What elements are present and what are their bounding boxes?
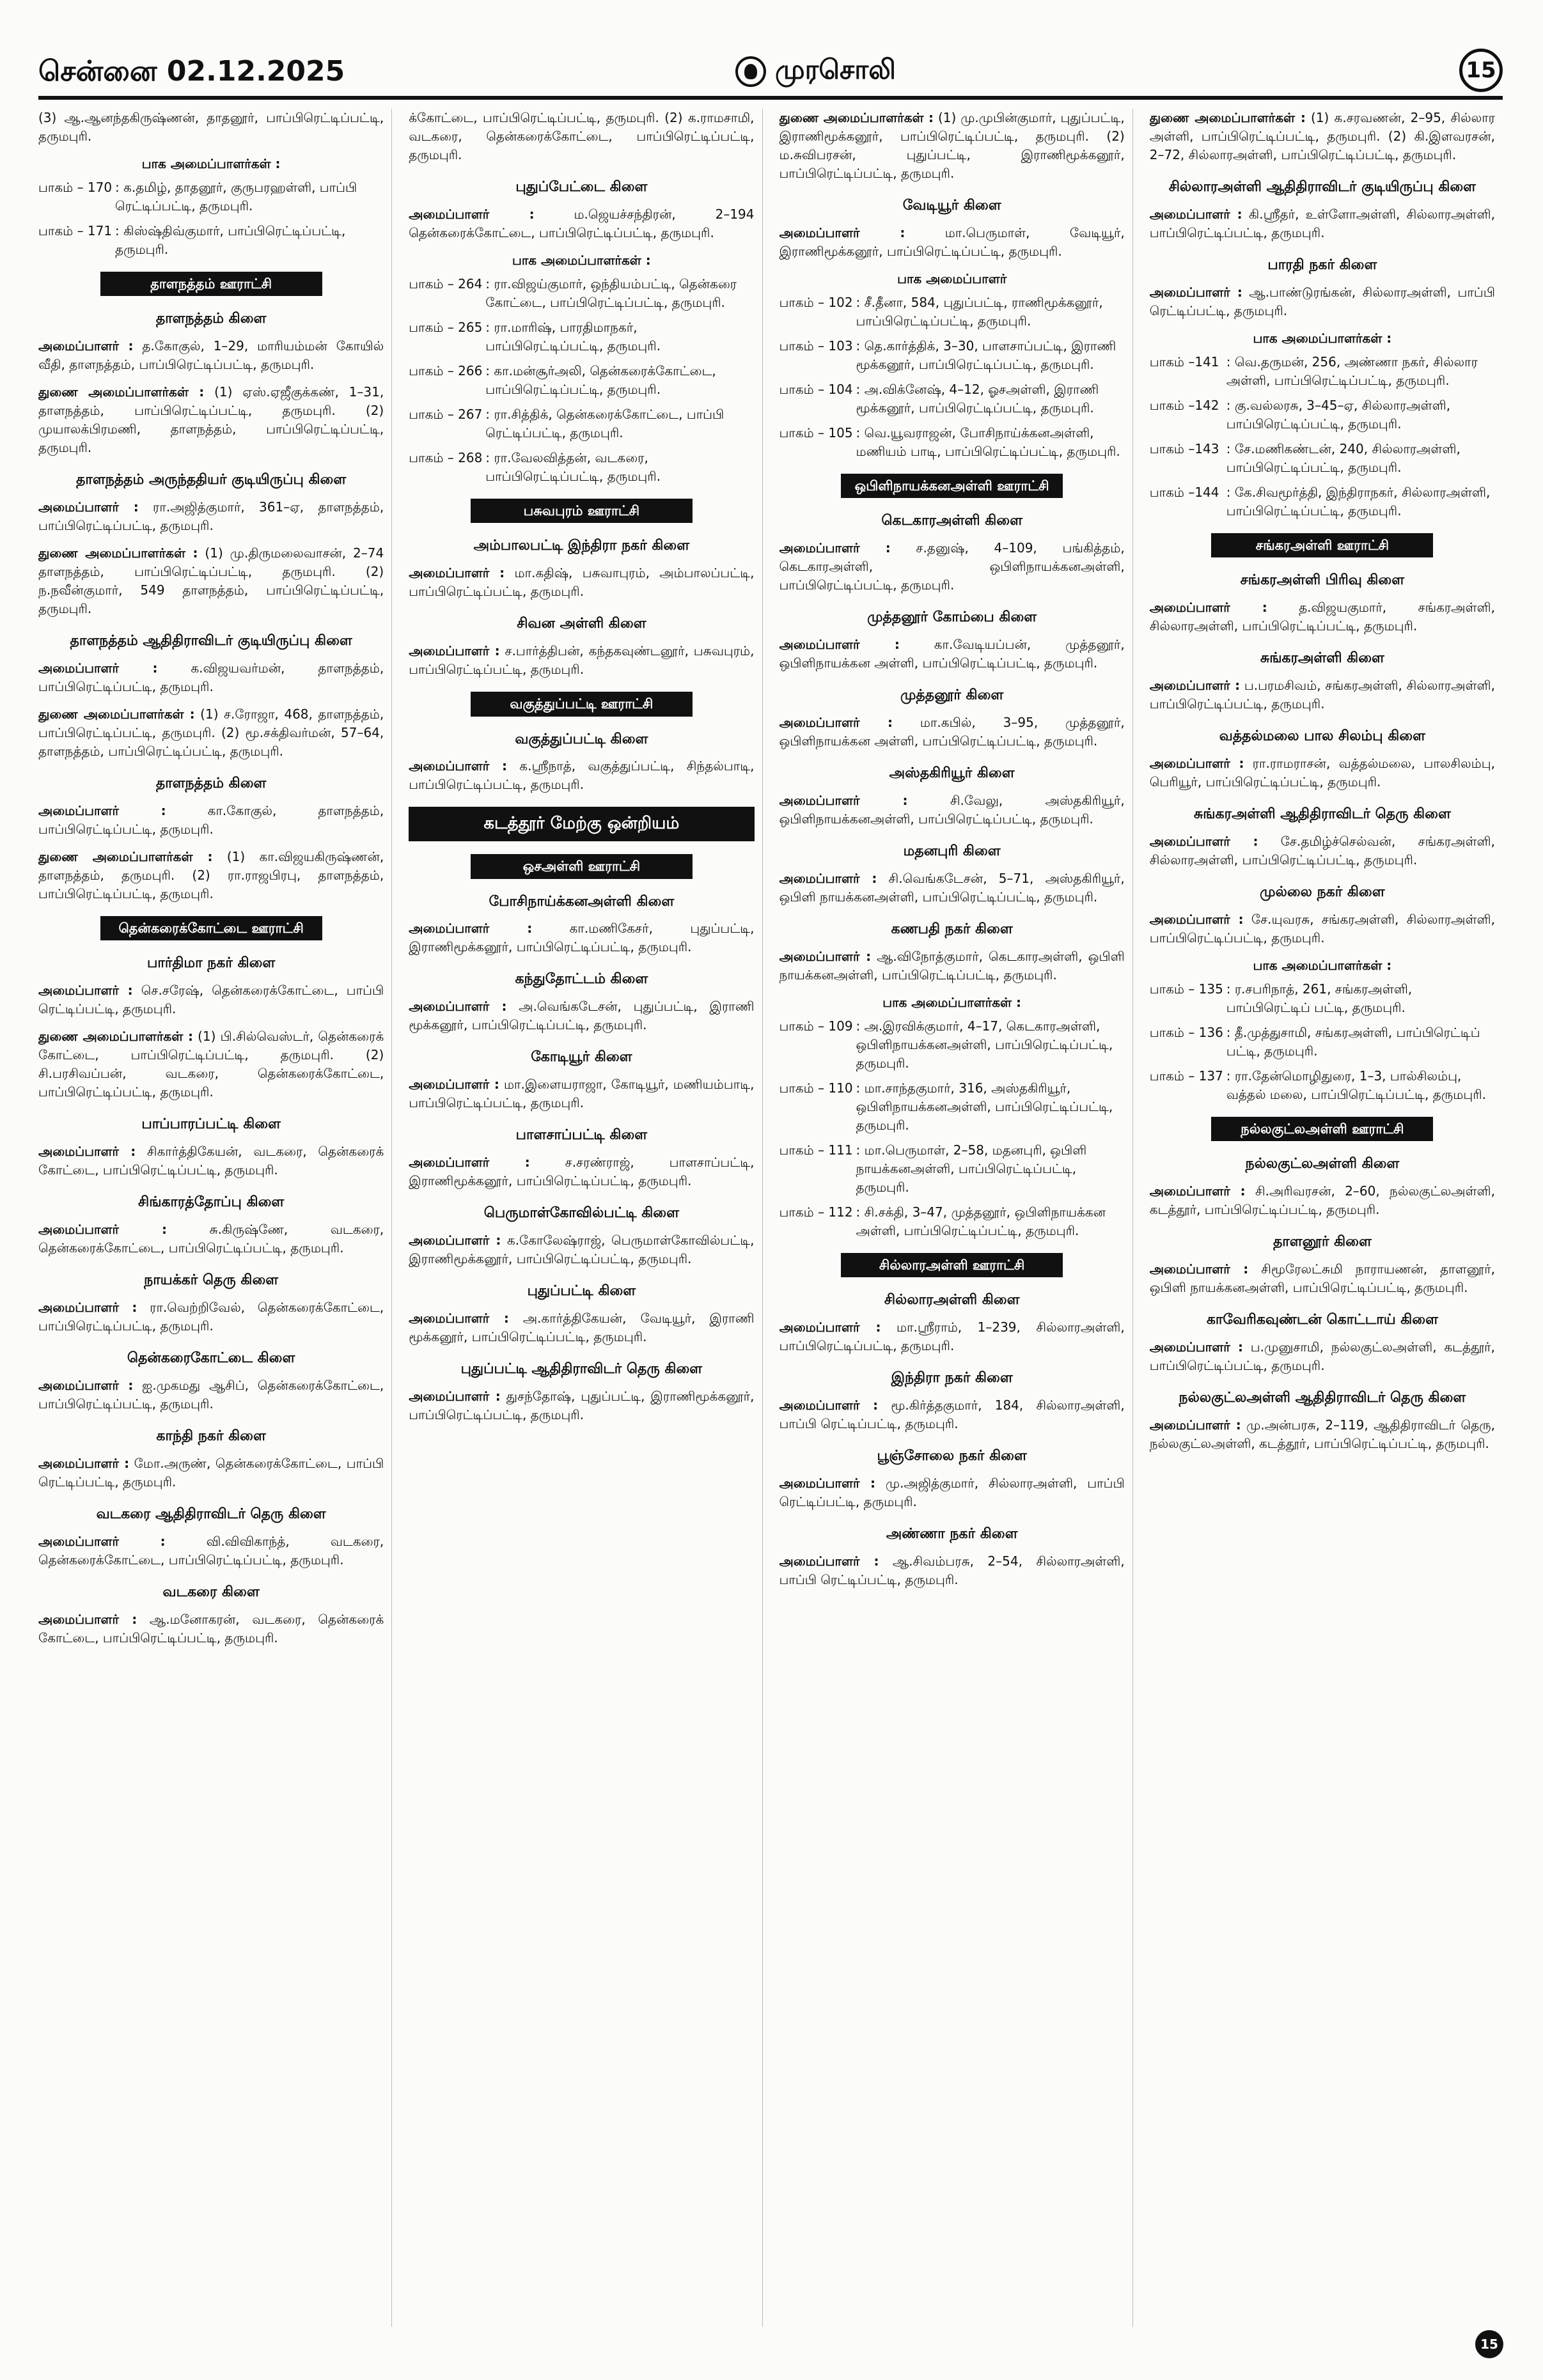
- role-label: அமைப்பாளர் :: [1149, 833, 1258, 849]
- role-label: அமைப்பாளர் :: [779, 1319, 881, 1335]
- branch-heading: சில்லாரஅள்ளி கிளை: [884, 1292, 1020, 1309]
- branch-heading: முத்தனூர் கோம்பை கிளை: [867, 609, 1037, 626]
- booth-text: : ரா.வேலவித்தன், வடகரை, பாப்பிரெட்டிப்பட்டி, தருமபுரி.: [485, 449, 661, 484]
- role-label: துணை அமைப்பாளர்கள் :: [38, 545, 198, 561]
- booth-number: பாகம் – 265: [409, 319, 483, 335]
- text-paragraph: [1150, 109, 1495, 164]
- text-paragraph: [409, 1309, 754, 1346]
- branch-heading: கந்துதோட்டம் கிளை: [515, 971, 648, 988]
- role-text: சு.கிருஷ்ணே, வடகரை, தென்கரைக்கோட்டை, பாப்பிரெட்டிப்பட்டி, தருமபுரி.: [38, 1222, 384, 1256]
- role-text: மா.ஸ்ரீராம், 1–239, சில்லாரஅள்ளி, பாப்பிரெட்டிப்பட்டி, தருமபுரி.: [779, 1319, 1125, 1353]
- page-number-badge: 15: [1459, 49, 1503, 92]
- booth-number: பாகம் – 136: [1149, 1024, 1223, 1040]
- section-banner: வகுத்துப்பட்டி ஊராட்சி: [471, 692, 693, 716]
- booth-entry: [409, 405, 754, 442]
- booth-entry: [409, 275, 754, 312]
- text-paragraph: [409, 1075, 754, 1112]
- text-paragraph: [779, 1318, 1125, 1355]
- branch-heading: வடகரை கிளை: [162, 1583, 260, 1600]
- section-banner: ஒசஅள்ளி ஊராட்சி: [471, 854, 693, 878]
- section-subheading: பாக அமைப்பாளர்கள் :: [512, 252, 651, 268]
- branch-heading: நல்லகுட்லஅள்ளி ஆதிதிராவிடர் தெரு கிளை: [1179, 1389, 1466, 1406]
- role-label: அமைப்பாளர் :: [409, 921, 533, 937]
- booth-text: : ர.சபரிநாத், 261, சங்கரஅள்ளி, பாப்பிரெட்டிப் பட்டி, தருமபுரி.: [1226, 981, 1413, 1015]
- role-text: அ.வெங்கடேசன், புதுப்பட்டி, இராணி மூக்கனூர், பாப்பிரெட்டிப்பட்டி, தருமபுரி.: [409, 999, 755, 1033]
- section-subheading: பாக அமைப்பாளர்கள் :: [1253, 957, 1392, 973]
- text-paragraph: [38, 383, 384, 457]
- role-text: (1) க.சரவணன், 2–95, சில்லார அள்ளி, பாப்பிரெட்டிப்பட்டி, தருமபுரி. (2) கி.இளவரசன், 2–72, சில்லாரஅள்ளி, பாப்பிரெட்டிப்பட்டி, தருமபுரி.: [1149, 110, 1495, 162]
- column-4: [1150, 109, 1503, 2327]
- booth-text: : ரா.தேன்மொழிதுரை, 1–3, பால்சிலம்பு, வத்தல் மலை, பாப்பிரெட்டிப்பட்டி, தருமபுரி.: [1226, 1068, 1487, 1102]
- edition-date: சென்னை 02.12.2025: [38, 55, 345, 88]
- text-paragraph: க்கோட்டை, பாப்பிரெட்டிப்பட்டி, தருமபுரி. (2) க.ராமசாமி, வடகரை, தென்கரைக்கோட்டை, பாப்பிரெட்டிப்பட்டி, தருமபுரி.: [409, 110, 755, 162]
- text-paragraph: [38, 337, 384, 374]
- booth-entry: [779, 424, 1125, 461]
- branch-heading: புதுப்பட்டி ஆதிதிராவிடர் தெரு கிளை: [460, 1360, 703, 1377]
- booth-text: : தீ.முத்துசாமி, சங்கரஅள்ளி, பாப்பிரெட்டிப் பட்டி, தருமபுரி.: [1226, 1024, 1480, 1059]
- booth-number: பாகம் – 102: [779, 294, 853, 310]
- role-label: அமைப்பாளர் :: [779, 1553, 879, 1569]
- role-label: அமைப்பாளர் :: [409, 1310, 509, 1326]
- role-label: அமைப்பாளர் :: [38, 1222, 168, 1238]
- text-paragraph: [1150, 1260, 1495, 1297]
- branch-heading: வடகரை ஆதிதிராவிடர் தெரு கிளை: [96, 1505, 326, 1522]
- section-subheading: பாக அமைப்பாளர்கள் :: [1253, 330, 1392, 346]
- role-text: கா.வேடியப்பன், முத்தனூர், ஒபிளிநாயக்கன அள்ளி, பாப்பிரெட்டிப்பட்டி, தருமபுரி.: [779, 637, 1125, 671]
- booth-entry: [1150, 1023, 1495, 1061]
- booth-number: பாகம் – 266: [409, 362, 483, 378]
- role-text: (1) மு.முபின்குமார், புதுப்பட்டி, இராணிமூக்கனூர், பாப்பிரெட்டிப்பட்டி, தருமபுரி. (2) ம.சுவிபரசன், புதுப்பட்டி, இராணிமூக்கனூர், பாப்பிரெட்டிப்பட்டி, தருமபுரி.: [779, 110, 1125, 181]
- booth-text: : சீ.தீனா, 584, புதுப்பட்டி, ராணிமூக்கனூர், பாப்பிரெட்டிப்பட்டி, தருமபுரி.: [856, 294, 1103, 329]
- role-label: அமைப்பாளர் :: [409, 999, 507, 1015]
- text-paragraph: [779, 635, 1125, 673]
- text-paragraph: [1150, 283, 1495, 320]
- role-label: அமைப்பாளர் :: [38, 1455, 130, 1471]
- text-paragraph: [409, 642, 754, 679]
- branch-heading: வகுத்துப்பட்டி கிளை: [515, 731, 648, 747]
- text-paragraph: [779, 713, 1125, 751]
- role-text: சி.வெங்கடேசன், 5–71, அஸ்தகிரியூர், ஒபிளி நாயக்கனஅள்ளி, பாப்பிரெட்டிப்பட்டி, தருமபுரி.: [779, 870, 1125, 905]
- role-label: அமைப்பாளர் :: [1149, 284, 1242, 300]
- branch-heading: நல்லகுட்லஅள்ளி கிளை: [1245, 1156, 1400, 1172]
- text-paragraph: [38, 705, 384, 761]
- text-paragraph: [409, 205, 754, 242]
- role-label: அமைப்பாளர் :: [38, 983, 133, 999]
- section-subheading: பாக அமைப்பாளர்கள் :: [882, 994, 1022, 1010]
- booth-number: பாகம் – 264: [409, 276, 483, 292]
- role-label: அமைப்பாளர் :: [38, 1611, 137, 1627]
- branch-heading: பூஞ்சோலை நகர் கிளை: [877, 1447, 1027, 1464]
- booth-number: பாகம் – 111: [779, 1142, 853, 1158]
- role-label: அமைப்பாளர் :: [38, 803, 166, 818]
- role-text: மா.கதிஷ், பசுவாபுரம், அம்பாலப்பட்டி, பாப்பிரெட்டிப்பட்டி, தருமபுரி.: [409, 565, 755, 600]
- branch-heading: காந்தி நகர் கிளை: [156, 1427, 266, 1444]
- role-text: க.விஜயவர்மன், தாளநத்தம், பாப்பிரெட்டிப்பட்டி, தருமபுரி.: [38, 660, 384, 695]
- role-text: க.ஸ்ரீநாத், வகுத்துப்பட்டி, சிந்தல்பாடி, பாப்பிரெட்டிப்பட்டி, தருமபுரி.: [409, 758, 755, 793]
- role-text: சிமூரேலட்சுமி நாராயணன், தாளனூர், ஒபிளி நாயக்கனஅள்ளி, பாப்பிரெட்டிப்பட்டி, தருமபுரி.: [1149, 1261, 1495, 1295]
- role-label: அமைப்பாளர் :: [38, 1377, 134, 1393]
- text-paragraph: [409, 1387, 754, 1424]
- booth-number: பாகம் – 105: [779, 424, 853, 440]
- booth-entry: [779, 1017, 1125, 1073]
- branch-heading: அஸ்தகிரியூர் கிளை: [889, 765, 1015, 781]
- role-text: மா.பெருமாள், வேடியூர், இராணிமூக்கனூர், பாப்பிரெட்டிப்பட்டி, தருமபுரி.: [779, 224, 1125, 259]
- booth-text: : கா.மன்சூர்அலி, தென்கரைக்கோட்டை, பாப்பிரெட்டிப்பட்டி, தருமபுரி.: [485, 362, 716, 397]
- role-text: (1) ச.ரோஜா, 468, தாளநத்தம், பாப்பிரெட்டிப்பட்டி, தருமபுரி. (2) மூ.சக்திவர்மன், 57–64, தாளநத்தம், பாப்பிரெட்டிப்பட்டி, தருமபுரி.: [38, 706, 384, 759]
- booth-text: : சே.மணிகண்டன், 240, சில்லாரஅள்ளி, பாப்பிரெட்டிப்பட்டி, தருமபுரி.: [1226, 440, 1461, 475]
- booth-number: பாகம் – 268: [409, 449, 483, 465]
- role-label: துணை அமைப்பாளர்கள் :: [38, 706, 195, 722]
- role-label: அமைப்பாளர் :: [1149, 600, 1267, 616]
- booth-number: பாகம் – 112: [779, 1204, 853, 1220]
- role-text: ச.தனுஷ், 4–109, பங்கித்தம், கெடகாரஅள்ளி, ஒபிளிநாயக்கனஅள்ளி, பாப்பிரெட்டிப்பட்டி, தருமபுரி.: [779, 540, 1125, 593]
- role-text: ஆ.மனோகரன், வடகரை, தென்கரைக் கோட்டை, பாப்பிரெட்டிப்பட்டி, தருமபுரி.: [38, 1611, 384, 1645]
- role-label: அமைப்பாளர் :: [38, 660, 158, 676]
- branch-heading: தாளநத்தம் கிளை: [155, 775, 267, 792]
- text-paragraph: [38, 1532, 384, 1569]
- role-label: அமைப்பாளர் :: [779, 792, 908, 808]
- text-paragraph: [779, 1552, 1125, 1589]
- role-label: அமைப்பாளர் :: [409, 1388, 501, 1404]
- branch-heading: நாயக்கர் தெரு கிளை: [144, 1272, 279, 1289]
- role-text: மோ.அருண், தென்கரைக்கோட்டை, பாப்பி ரெட்டிப்பட்டி, தருமபுரி.: [38, 1455, 384, 1489]
- role-label: துணை அமைப்பாளர்கள் :: [38, 384, 205, 400]
- text-paragraph: [1150, 676, 1495, 713]
- text-paragraph: [1150, 832, 1495, 869]
- booth-entry: [38, 178, 384, 215]
- role-text: சிகார்த்திகேயன், வடகரை, தென்கரைக் கோட்டை, பாப்பிரெட்டிப்பட்டி, தருமபுரி.: [38, 1144, 384, 1178]
- branch-heading: பெருமாள்கோவில்பட்டி கிளை: [483, 1205, 679, 1222]
- text-paragraph: [779, 947, 1125, 984]
- booth-number: பாகம் –141: [1149, 354, 1219, 369]
- masthead-rule: [38, 96, 1503, 100]
- role-text: சி.வேலு, அஸ்தகிரியூர், ஒபிளிநாயக்கனஅள்ளி, பாப்பிரெட்டிப்பட்டி, தருமபுரி.: [779, 792, 1125, 827]
- text-paragraph: [38, 659, 384, 696]
- role-text: மூ.கிர்த்தகுமார், 184, சில்லாரஅள்ளி, பாப்பி ரெட்டிப்பட்டி, தருமபுரி.: [779, 1397, 1125, 1431]
- text-paragraph: [38, 802, 384, 839]
- booth-text: : கு.வல்லரசு, 3–45–ஏ, சில்லாரஅள்ளி, பாப்பிரெட்டிப்பட்டி, தருமபுரி.: [1226, 397, 1451, 432]
- union-banner: கடத்தூர் மேற்கு ஒன்றியம்: [409, 807, 754, 841]
- text-paragraph: [409, 997, 754, 1034]
- booth-text: : ரா.சித்திக், தென்கரைக்கோட்டை, பாப்பி ரெட்டிப்பட்டி, தருமபுரி.: [485, 406, 725, 440]
- masthead: [38, 51, 1503, 96]
- section-banner: பசுவபுரம் ஊராட்சி: [471, 499, 693, 523]
- footer-page-number: 15: [1475, 2330, 1503, 2358]
- booth-number: பாகம் –144: [1149, 484, 1219, 500]
- branch-heading: தாளநத்தம் கிளை: [155, 311, 267, 327]
- role-label: அமைப்பாளர் :: [779, 870, 877, 886]
- booth-number: பாகம் –143: [1149, 440, 1219, 456]
- role-text: மு.அன்பரசு, 2–119, ஆதிதிராவிடர் தெரு, நல்லகுட்லஅள்ளி, கடத்தூர், பாப்பிரெட்டிப்பட்டி, தருமபுரி.: [1149, 1417, 1495, 1451]
- section-banner: தாளநத்தம் ஊராட்சி: [100, 272, 322, 296]
- booth-number: பாகம் – 135: [1149, 981, 1223, 997]
- branch-heading: முத்தனூர் கிளை: [900, 687, 1004, 704]
- text-paragraph: [1150, 1416, 1495, 1453]
- role-text: ஆ.சிவம்பரசு, 2–54, சில்லாரஅள்ளி, பாப்பி ரெட்டிப்பட்டி, தருமபுரி.: [779, 1553, 1125, 1587]
- role-label: அமைப்பாளர் :: [38, 338, 134, 354]
- role-label: துணை அமைப்பாளர்கள் :: [1149, 110, 1306, 125]
- booth-text: : சி.சக்தி, 3–47, முத்தனூர், ஒபிளிநாயக்கன அள்ளி, பாப்பிரெட்டிப்பட்டி, தருமபுரி.: [856, 1204, 1106, 1238]
- role-text: ச.பார்த்திபன், கந்தகவுண்டனூர், பசுவபுரம், பாப்பிரெட்டிப்பட்டி, தருமபுரி.: [409, 643, 755, 678]
- branch-heading: புதுப்பட்டி கிளை: [527, 1283, 636, 1300]
- role-text: ரா.வெற்றிவேல், தென்கரைக்கோட்டை, பாப்பிரெட்டிப்பட்டி, தருமபுரி.: [38, 1300, 384, 1334]
- booth-entry: [409, 449, 754, 486]
- booth-number: பாகம் –142: [1149, 397, 1219, 413]
- booth-entry: [1150, 396, 1495, 433]
- booth-text: : கிஸ்ஷ்திவ்குமார், பாப்பிரெட்டிப்பட்டி, தருமபுரி.: [115, 223, 346, 257]
- branch-heading: பாளசாப்பட்டி கிளை: [515, 1127, 648, 1144]
- role-label: அமைப்பாளர் :: [38, 1533, 166, 1549]
- role-text: ஐ.முகமது ஆசிப், தென்கரைக்கோட்டை, பாப்பிரெட்டிப்பட்டி, தருமபுரி.: [38, 1377, 384, 1412]
- booth-number: பாகம் – 103: [779, 338, 853, 354]
- booth-entry: [779, 1141, 1125, 1197]
- text-paragraph: [38, 1454, 384, 1491]
- booth-entry: [1150, 440, 1495, 477]
- newspaper-logo-icon: [735, 56, 766, 87]
- text-paragraph: [38, 498, 384, 535]
- newspaper-name: முரசொலி: [775, 54, 896, 85]
- text-paragraph: [409, 1231, 754, 1268]
- role-label: அமைப்பாளர் :: [1149, 1417, 1241, 1433]
- text-paragraph: [779, 539, 1125, 595]
- text-paragraph: [1150, 754, 1495, 791]
- column-2: [409, 109, 762, 2327]
- section-subheading: பாக அமைப்பாளர்கள் :: [141, 156, 281, 171]
- branch-heading: வத்தல்மலை பால சிலம்பு கிளை: [1219, 728, 1425, 744]
- role-text: சே.தமிழ்ச்செல்வன், சங்கரஅள்ளி, சில்லாரஅள்ளி, பாப்பிரெட்டிப்பட்டி, தருமபுரி.: [1149, 833, 1496, 867]
- booth-entry: [779, 293, 1125, 331]
- role-text: மா.கபில், 3–95, முத்தனூர், ஒபிளிநாயக்கன அள்ளி, பாப்பிரெட்டிப்பட்டி, தருமபுரி.: [779, 715, 1125, 749]
- role-label: அமைப்பாளர் :: [38, 1144, 136, 1160]
- branch-heading: தாளனூர் கிளை: [1273, 1234, 1372, 1250]
- role-text: ஆ.விநோத்குமார், கெடகாரஅள்ளி, ஒபிளி நாயக்கனஅள்ளி, பாப்பிரெட்டிப்பட்டி, தருமபுரி.: [779, 948, 1125, 983]
- role-text: கி.ஸ்ரீதர், உள்ளோஅள்ளி, சில்லாரஅள்ளி, பாப்பிரெட்டிப்பட்டி, தருமபுரி.: [1149, 206, 1495, 240]
- role-label: அமைப்பாளர் :: [1149, 1183, 1246, 1199]
- text-paragraph: [779, 1396, 1125, 1433]
- role-label: அமைப்பாளர் :: [409, 1155, 530, 1171]
- column-3: [779, 109, 1133, 2327]
- role-label: அமைப்பாளர் :: [409, 1077, 499, 1093]
- branch-heading: தென்கரைகோட்டை கிளை: [127, 1350, 295, 1366]
- branch-heading: அண்ணா நகர் கிளை: [886, 1525, 1018, 1542]
- booth-text: : மா.பெருமாள், 2–58, மதனபுரி, ஒபிளி நாயக்கனஅள்ளி, பாப்பிரெட்டிப்பட்டி, தருமபுரி.: [856, 1142, 1087, 1195]
- booth-number: பாகம் – 109: [779, 1018, 853, 1034]
- branch-heading: சிவன அள்ளி கிளை: [517, 616, 646, 632]
- role-label: அமைப்பாளர் :: [1149, 1261, 1249, 1277]
- branch-heading: வேடியூர் கிளை: [902, 198, 1001, 214]
- booth-text: : வெ.தருமன், 256, அண்ணா நகர், சில்லார அள்ளி, பாப்பிரெட்டிப்பட்டி, தருமபுரி.: [1226, 354, 1478, 388]
- booth-text: : க.தமிழ், தாதனூர், குருபரஹள்ளி, பாப்பி ரெட்டிப்பட்டி, தருமபுரி.: [115, 180, 357, 214]
- branch-heading: கோடியூர் கிளை: [531, 1049, 632, 1066]
- role-text: ரா.ராமராசன், வத்தல்மலை, பாலசிலம்பு, பெரியூர், பாப்பிரெட்டிப்பட்டி, தருமபுரி.: [1149, 755, 1495, 789]
- role-label: அமைப்பாளர் :: [409, 1233, 501, 1248]
- booth-text: : தெ.கார்த்திக், 3–30, பாளசாப்பட்டி, இராணி மூக்கனூர், பாப்பிரெட்டிப்பட்டி, தருமபுரி.: [856, 338, 1116, 372]
- role-text: ச.சரண்ராஜ், பாளசாப்பட்டி, இராணிமூக்கனூர், பாப்பிரெட்டிப்பட்டி, தருமபுரி.: [409, 1155, 755, 1189]
- role-text: ப.பரமசிவம், சங்கரஅள்ளி, சில்லாரஅள்ளி, பாப்பிரெட்டிப்பட்டி, தருமபுரி.: [1149, 678, 1495, 712]
- role-text: (1) ஏஸ்.ஏஜீகுக்கண், 1–31, தாளநத்தம், பாப்பிரெட்டிப்பட்டி, தருமபுரி. (2) முயாலக்பிரமணி, தாளநத்தம், பாப்பிரெட்டிப்பட்டி, தருமபுரி.: [38, 384, 384, 456]
- text-paragraph: [1150, 1182, 1495, 1219]
- booth-entry: [1150, 483, 1495, 520]
- article-columns: [38, 109, 1503, 2327]
- role-text: சி.அரிவரசன், 2–60, நல்லகுட்லஅள்ளி, கடத்தூர், பாப்பிரெட்டிப்பட்டி, தருமபுரி.: [1149, 1183, 1495, 1217]
- text-paragraph: [38, 1610, 384, 1647]
- role-label: துணை அமைப்பாளர்கள் :: [779, 110, 934, 125]
- branch-heading: கெடகாரஅள்ளி கிளை: [881, 513, 1022, 529]
- role-text: செ.சரேஷ், தென்கரைக்கோட்டை, பாப்பி ரெட்டிப்பட்டி, தருமபுரி.: [38, 983, 384, 1017]
- booth-number: பாகம் – 137: [1149, 1068, 1223, 1084]
- role-text: ரா.அஜித்குமார், 361–ஏ, தாளநத்தம், பாப்பிரெட்டிப்பட்டி, தருமபுரி.: [38, 499, 384, 534]
- role-text: மா.இளையராஜா, கோடியூர், மணியம்பாடி, பாப்பிரெட்டிப்பட்டி, தருமபுரி.: [409, 1077, 755, 1111]
- booth-number: பாகம் – 267: [409, 406, 483, 422]
- section-banner: சில்லாரஅள்ளி ஊராட்சி: [841, 1253, 1063, 1277]
- role-label: அமைப்பாளர் :: [38, 1300, 137, 1315]
- booth-entry: [409, 362, 754, 399]
- role-label: அமைப்பாளர் :: [409, 565, 505, 581]
- branch-heading: தாளநத்தம் ஆதிதிராவிடர் குடியிருப்பு கிளை: [70, 633, 352, 649]
- booth-entry: [38, 222, 384, 259]
- booth-number: பாகம் – 170: [38, 180, 113, 195]
- role-text: துசந்தோஷ், புதுப்பட்டி, இராணிமூக்கனூர், பாப்பிரெட்டிப்பட்டி, தருமபுரி.: [409, 1388, 755, 1422]
- text-paragraph: [779, 869, 1125, 906]
- role-text: (1) கா.விஜயகிருஷ்ணன், தாளநத்தம், தருமபுரி. (2) ரா.ராஜபிரபு, தாளநத்தம், பாப்பிரெட்டிப்பட்டி, தருமபுரி.: [38, 849, 384, 901]
- role-label: அமைப்பாளர் :: [779, 1475, 875, 1491]
- branch-heading: சுங்கரஅள்ளி கிளை: [1260, 650, 1384, 667]
- role-label: அமைப்பாளர் :: [1149, 678, 1241, 693]
- branch-heading: கணபதி நகர் கிளை: [891, 921, 1013, 937]
- branch-heading: தாளநத்தம் அருந்ததியர் குடியிருப்பு கிளை: [76, 472, 347, 488]
- section-banner: சங்கரஅள்ளி ஊராட்சி: [1211, 533, 1433, 557]
- branch-heading: சங்கரஅள்ளி பிரிவு கிளை: [1240, 572, 1405, 589]
- text-paragraph: [1150, 910, 1495, 947]
- role-label: அமைப்பாளர் :: [1149, 1339, 1244, 1355]
- role-label: அமைப்பாளர் :: [38, 499, 139, 515]
- text-paragraph: [779, 1474, 1125, 1511]
- branch-heading: பார்திமா நகர் கிளை: [146, 955, 276, 972]
- booth-text: : ரா.மாரிஷ், பாரதிமாநகர், பாப்பிரெட்டிப்பட்டி, தருமபுரி.: [485, 319, 661, 354]
- role-label: அமைப்பாளர் :: [409, 206, 535, 222]
- branch-heading: பாப்பாரப்பட்டி கிளை: [141, 1116, 281, 1133]
- booth-number: பாகம் – 171: [38, 223, 113, 238]
- role-text: ப.முனுசாமி, நல்லகுட்லஅள்ளி, கடத்தூர், பாப்பிரெட்டிப்பட்டி, தருமபுரி.: [1149, 1339, 1495, 1373]
- booth-text: : மா.சாந்தகுமார், 316, அஸ்தகிரியூர், ஒபிளிநாயக்கனஅள்ளி, பாப்பிரெட்டிப்பட்டி, தருமபுரி.: [856, 1080, 1113, 1133]
- role-label: அமைப்பாளர் :: [779, 637, 900, 653]
- text-paragraph: [409, 919, 754, 956]
- text-paragraph: [38, 981, 384, 1018]
- role-label: அமைப்பாளர் :: [409, 643, 500, 659]
- booth-entry: [1150, 353, 1495, 390]
- booth-entry: [409, 318, 754, 355]
- role-text: த.விஜயகுமார், சங்கரஅள்ளி, சில்லாரஅள்ளி, பாப்பிரெட்டிப்பட்டி, தருமபுரி.: [1149, 600, 1495, 634]
- role-label: அமைப்பாளர் :: [1149, 206, 1242, 222]
- text-paragraph: [409, 564, 754, 601]
- booth-entry: [779, 1203, 1125, 1240]
- role-text: மு.அஜித்குமார், சில்லாரஅள்ளி, பாப்பி ரெட்டிப்பட்டி, தருமபுரி.: [779, 1475, 1125, 1509]
- text-paragraph: [38, 1142, 384, 1179]
- role-text: கா.மணிகேசர், புதுப்பட்டி, இராணிமூக்கனூர், பாப்பிரெட்டிப்பட்டி, தருமபுரி.: [409, 921, 755, 955]
- booth-text: : ரா.விஜய்குமார், ஒந்தியம்பட்டி, தென்கரை கோட்டை, பாப்பிரெட்டிப்பட்டி, தருமபுரி.: [485, 276, 737, 310]
- booth-entry: [779, 1079, 1125, 1135]
- booth-number: பாகம் – 104: [779, 381, 853, 397]
- branch-heading: சுங்கரஅள்ளி ஆதிதிராவிடர் தெரு கிளை: [1193, 805, 1451, 822]
- booth-text: : அ.இரவிக்குமார், 4–17, கெடகாரஅள்ளி, ஒபிளிநாயக்கனஅள்ளி, பாப்பிரெட்டிப்பட்டி, தருமபுரி.: [856, 1018, 1113, 1071]
- branch-heading: புதுப்பேட்டை கிளை: [515, 179, 648, 195]
- role-text: கா.கோகுல், தாளநத்தம், பாப்பிரெட்டிப்பட்டி, தருமபுரி.: [38, 803, 384, 837]
- section-banner: நல்லகுட்லஅள்ளி ஊராட்சி: [1211, 1117, 1433, 1141]
- booth-number: பாகம் – 110: [779, 1080, 853, 1096]
- section-subheading: பாக அமைப்பாளர்: [897, 270, 1007, 286]
- branch-heading: அம்பாலபட்டி இந்திரா நகர் கிளை: [473, 538, 690, 554]
- role-label: அமைப்பாளர் :: [779, 1397, 879, 1413]
- role-label: அமைப்பாளர் :: [1149, 755, 1244, 771]
- booth-entry: [1150, 1067, 1495, 1104]
- branch-heading: சிங்காரத்தோப்பு கிளை: [137, 1194, 285, 1211]
- branch-heading: இந்திரா நகர் கிளை: [891, 1370, 1013, 1386]
- masthead-brand: [735, 54, 896, 89]
- role-text: ஆ.பாண்டுரங்கன், சில்லாரஅள்ளி, பாப்பி ரெட்டிப்பட்டி, தருமபுரி.: [1149, 284, 1495, 318]
- role-text: (1) பி.சில்வெஸ்டர், தென்கரைக் கோட்டை, பாப்பிரெட்டிப்பட்டி, தருமபுரி. (2) சி.பரசிவப்பன், வடகரை, தென்கரைக்கோட்டை, பாப்பிரெட்டிப்பட்டி, தருமபுரி.: [38, 1029, 384, 1100]
- column-1: [38, 109, 392, 2327]
- role-text: வி.விவிகாந்த், வடகரை, தென்கரைக்கோட்டை, பாப்பிரெட்டிப்பட்டி, தருமபுரி.: [38, 1533, 384, 1567]
- branch-heading: முல்லை நகர் கிளை: [1260, 883, 1385, 900]
- booth-text: : வெ.யூவராஜன், போசிநாய்க்கனஅள்ளி, மணியம் பாடி, பாப்பிரெட்டிப்பட்டி, தருமபுரி.: [856, 424, 1120, 459]
- text-paragraph: [38, 1376, 384, 1413]
- booth-entry: [1150, 980, 1495, 1017]
- role-text: அ.கார்த்திகேயன், வேடியூர், இராணி மூக்கனூர், பாப்பிரெட்டிப்பட்டி, தருமபுரி.: [409, 1310, 755, 1344]
- branch-heading: மதனபுரி கிளை: [903, 843, 1001, 859]
- role-label: அமைப்பாளர் :: [779, 948, 872, 964]
- role-label: அமைப்பாளர் :: [409, 758, 508, 774]
- branch-heading: பாரதி நகர் கிளை: [1267, 256, 1377, 273]
- branch-heading: போசிநாய்க்கனஅள்ளி கிளை: [489, 893, 675, 910]
- booth-text: : கே.சிவமூர்த்தி, இந்திராநகர், சில்லாரஅள்ளி, பாப்பிரெட்டிப்பட்டி, தருமபுரி.: [1226, 484, 1491, 518]
- booth-text: : அ.விக்னேஷ், 4–12, ஓசஅள்ளி, இராணி மூக்கனூர், பாப்பிரெட்டிப்பட்டி, தருமபுரி.: [856, 381, 1099, 416]
- role-label: அமைப்பாளர் :: [779, 540, 891, 556]
- role-text: ம.ஜெயச்சந்திரன், 2–194 தென்கரைக்கோட்டை, பாப்பிரெட்டிப்பட்டி, தருமபுரி.: [409, 206, 755, 240]
- section-banner: தென்கரைக்கோட்டை ஊராட்சி: [100, 916, 322, 940]
- booth-entry: [779, 337, 1125, 374]
- role-text: க.கோலேஷ்ராஜ், பெருமாள்கோவில்பட்டி, இராணிமூக்கனூர், பாப்பிரெட்டிப்பட்டி, தருமபுரி.: [409, 1233, 755, 1267]
- text-paragraph: [409, 757, 754, 794]
- text-paragraph: [38, 1298, 384, 1335]
- role-text: த.கோகுல், 1–29, மாரியம்மன் கோயில் வீதி, தாளநத்தம், பாப்பிரெட்டிப்பட்டி, தருமபுரி.: [38, 338, 384, 373]
- text-paragraph: [1150, 598, 1495, 635]
- role-text: (1) மு.திருமலைவாசன், 2–74 தாளநத்தம், பாப்பிரெட்டிப்பட்டி, தருமபுரி. (2) ந.நவீன்குமார், 549 தாளநத்தம், பாப்பிரெட்டிப்பட்டி, தருமபுரி.: [38, 545, 384, 617]
- text-paragraph: (3) ஆ.ஆனந்தகிருஷ்ணன், தாதனூர், பாப்பிரெட்டிப்பட்டி, தருமபுரி.: [38, 110, 384, 144]
- role-label: துணை அமைப்பாளர்கள் :: [38, 849, 213, 864]
- role-label: அமைப்பாளர் :: [1149, 911, 1244, 927]
- text-paragraph: [409, 1153, 754, 1190]
- role-label: துணை அமைப்பாளர்கள் :: [38, 1029, 193, 1045]
- text-paragraph: [1150, 205, 1495, 242]
- branch-heading: காவேரிகவுண்டன் கொட்டாய் கிளை: [1206, 1311, 1438, 1328]
- role-label: அமைப்பாளர் :: [779, 224, 905, 240]
- role-text: சே.யுவரசு, சங்கரஅள்ளி, சில்லாரஅள்ளி, பாப்பிரெட்டிப்பட்டி, தருமபுரி.: [1149, 911, 1495, 945]
- role-label: அமைப்பாளர் :: [779, 715, 893, 730]
- text-paragraph: [779, 224, 1125, 261]
- text-paragraph: [38, 544, 384, 618]
- branch-heading: சில்லாரஅள்ளி ஆதிதிராவிடர் குடியிருப்பு கிளை: [1168, 179, 1476, 195]
- text-paragraph: [779, 791, 1125, 828]
- text-paragraph: [38, 848, 384, 903]
- text-paragraph: [38, 1027, 384, 1101]
- booth-entry: [779, 380, 1125, 417]
- text-paragraph: [38, 1220, 384, 1257]
- text-paragraph: [1150, 1338, 1495, 1375]
- section-banner: ஒபிளிநாயக்கனஅள்ளி ஊராட்சி: [841, 474, 1063, 498]
- text-paragraph: [779, 109, 1125, 183]
